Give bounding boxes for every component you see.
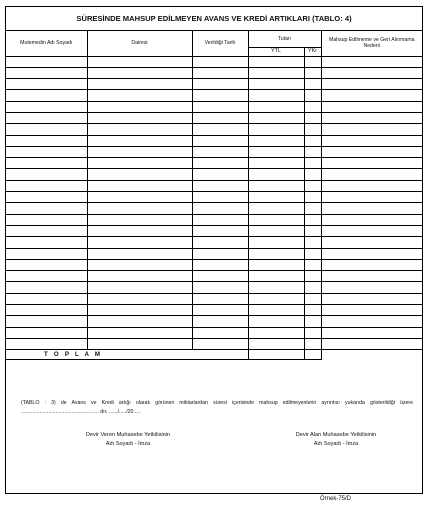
- table-cell[interactable]: [321, 214, 422, 225]
- table-row: [6, 56, 422, 67]
- table-cell[interactable]: [321, 327, 422, 338]
- table-cell[interactable]: [321, 248, 422, 259]
- table-cell[interactable]: [6, 124, 87, 135]
- table-cell[interactable]: [192, 259, 248, 270]
- table-cell[interactable]: [321, 259, 422, 270]
- table-cell[interactable]: [87, 293, 192, 304]
- table-cell[interactable]: [192, 90, 248, 101]
- table-cell[interactable]: [248, 112, 304, 123]
- table-cell[interactable]: [6, 316, 87, 327]
- table-cell[interactable]: [248, 271, 304, 282]
- table-cell[interactable]: [87, 248, 192, 259]
- table-row: [6, 338, 422, 349]
- table-cell[interactable]: [87, 169, 192, 180]
- table-cell[interactable]: [304, 327, 321, 338]
- table-cell[interactable]: [304, 259, 321, 270]
- table-row: [6, 79, 422, 90]
- table-cell[interactable]: [6, 282, 87, 293]
- table-row: [6, 316, 422, 327]
- table-cell[interactable]: [87, 203, 192, 214]
- table-cell[interactable]: [6, 248, 87, 259]
- explanation-text: (TABLO : 3) de Avans ve Kredi artığı olarak görünen miktarlardan süresi içerisinde mahsup edilmeyenlerin ayrıntısı yukarıda gösterildiği üzere ...................................................... dır. ....../...../20.....: [21, 400, 413, 415]
- header-neden: Mahsup Edilmeme ve Geri Alınmama Nedeni: [321, 31, 422, 56]
- table-cell[interactable]: [87, 225, 192, 236]
- table-cell[interactable]: [304, 316, 321, 327]
- table-body: [6, 56, 422, 350]
- table-cell[interactable]: [6, 112, 87, 123]
- table-cell[interactable]: [321, 271, 422, 282]
- table-cell[interactable]: [192, 101, 248, 112]
- table-cell[interactable]: [6, 79, 87, 90]
- table-cell[interactable]: [87, 282, 192, 293]
- table-cell[interactable]: [321, 338, 422, 349]
- table-cell[interactable]: [6, 237, 87, 248]
- table-row: [6, 225, 422, 236]
- table-cell[interactable]: [304, 79, 321, 90]
- table-cell[interactable]: [6, 225, 87, 236]
- table-cell[interactable]: [192, 248, 248, 259]
- table-cell[interactable]: [304, 90, 321, 101]
- table-cell[interactable]: [321, 293, 422, 304]
- table-cell[interactable]: [6, 293, 87, 304]
- table-row: [6, 237, 422, 248]
- table-cell[interactable]: [248, 225, 304, 236]
- table-cell[interactable]: [321, 90, 422, 101]
- table-cell[interactable]: [304, 169, 321, 180]
- table-cell[interactable]: [6, 169, 87, 180]
- header-ytl: YTL: [248, 47, 304, 56]
- table-row: [6, 327, 422, 338]
- table-cell[interactable]: [192, 56, 248, 67]
- table-cell[interactable]: [321, 282, 422, 293]
- table-cell[interactable]: [304, 293, 321, 304]
- table-cell[interactable]: [248, 259, 304, 270]
- header-verildigi-tarih: Verildiği Tarih: [192, 31, 248, 56]
- table-cell[interactable]: [192, 112, 248, 123]
- table-row: [6, 259, 422, 270]
- table-cell[interactable]: [192, 124, 248, 135]
- table-row: [6, 112, 422, 123]
- table-cell[interactable]: [87, 90, 192, 101]
- table-cell[interactable]: [321, 67, 422, 78]
- table-cell[interactable]: [304, 192, 321, 203]
- table-cell[interactable]: [87, 237, 192, 248]
- table-cell[interactable]: [321, 169, 422, 180]
- table-cell[interactable]: [6, 214, 87, 225]
- table-cell[interactable]: [248, 90, 304, 101]
- table-cell[interactable]: [248, 79, 304, 90]
- table-cell[interactable]: [304, 225, 321, 236]
- table-cell[interactable]: [321, 203, 422, 214]
- table-cell[interactable]: [321, 56, 422, 67]
- total-ytl-cell[interactable]: [248, 350, 304, 360]
- table-cell[interactable]: [248, 135, 304, 146]
- table-cell[interactable]: [87, 180, 192, 191]
- table-cell[interactable]: [192, 135, 248, 146]
- table-row: [6, 158, 422, 169]
- table-row: [6, 214, 422, 225]
- table-cell[interactable]: [192, 203, 248, 214]
- table-cell[interactable]: [304, 203, 321, 214]
- total-label: T O P L A M: [6, 350, 248, 360]
- table-cell[interactable]: [248, 237, 304, 248]
- table-row: [6, 124, 422, 135]
- table-cell[interactable]: [248, 214, 304, 225]
- table-cell[interactable]: [321, 237, 422, 248]
- advance-credit-table: [6, 31, 422, 360]
- table-cell[interactable]: [192, 316, 248, 327]
- table-cell[interactable]: [248, 282, 304, 293]
- table-row: [6, 67, 422, 78]
- table-cell[interactable]: [304, 338, 321, 349]
- table-cell[interactable]: [321, 192, 422, 203]
- table-cell[interactable]: [192, 192, 248, 203]
- table-cell[interactable]: [304, 305, 321, 316]
- table-cell[interactable]: [192, 338, 248, 349]
- table-cell[interactable]: [304, 135, 321, 146]
- table-cell[interactable]: [6, 327, 87, 338]
- table-row: [6, 90, 422, 101]
- table-cell[interactable]: [6, 271, 87, 282]
- table-cell[interactable]: [6, 338, 87, 349]
- table-cell[interactable]: [248, 158, 304, 169]
- table-cell[interactable]: [248, 327, 304, 338]
- table-cell[interactable]: [6, 101, 87, 112]
- table-cell[interactable]: [87, 79, 192, 90]
- table-cell[interactable]: [192, 271, 248, 282]
- right-signature: [256, 431, 416, 449]
- table-cell[interactable]: [192, 67, 248, 78]
- header-ykr: YKr: [304, 47, 321, 56]
- table-cell[interactable]: [6, 203, 87, 214]
- table-cell[interactable]: [321, 79, 422, 90]
- table-cell[interactable]: [192, 225, 248, 236]
- header-tutari: Tutarı: [248, 31, 321, 47]
- table-row: [6, 271, 422, 282]
- table-cell[interactable]: [321, 101, 422, 112]
- table-cell[interactable]: [6, 67, 87, 78]
- table-cell[interactable]: [6, 135, 87, 146]
- table-cell[interactable]: [87, 56, 192, 67]
- table-cell[interactable]: [248, 203, 304, 214]
- table-cell[interactable]: [321, 225, 422, 236]
- table-cell[interactable]: [304, 101, 321, 112]
- table-cell[interactable]: [192, 293, 248, 304]
- table-cell[interactable]: [6, 192, 87, 203]
- table-cell[interactable]: [248, 124, 304, 135]
- table-cell[interactable]: [248, 56, 304, 67]
- table-cell[interactable]: [304, 56, 321, 67]
- header-mutemedin: Mutemedin Adı Soyadı: [6, 31, 87, 56]
- table-cell[interactable]: [87, 259, 192, 270]
- header-dairesi: Dairesi: [87, 31, 192, 56]
- table-cell[interactable]: [87, 67, 192, 78]
- table-cell[interactable]: [192, 158, 248, 169]
- table-row: [6, 146, 422, 157]
- table-cell[interactable]: [192, 282, 248, 293]
- form-number: Örnek-75/D: [320, 496, 352, 502]
- table-cell[interactable]: [248, 305, 304, 316]
- table-row: [6, 192, 422, 203]
- table-cell[interactable]: [192, 237, 248, 248]
- left-signature: [48, 431, 208, 449]
- table-cell[interactable]: [248, 338, 304, 349]
- table-cell[interactable]: [304, 146, 321, 157]
- table-cell[interactable]: [6, 259, 87, 270]
- table-cell[interactable]: [248, 101, 304, 112]
- table-cell[interactable]: [321, 135, 422, 146]
- table-row: [6, 135, 422, 146]
- table-cell[interactable]: [321, 158, 422, 169]
- table-cell[interactable]: [87, 305, 192, 316]
- table-cell[interactable]: [87, 338, 192, 349]
- table-cell[interactable]: [192, 327, 248, 338]
- table-cell[interactable]: [304, 248, 321, 259]
- table-row: [6, 203, 422, 214]
- table-cell[interactable]: [6, 146, 87, 157]
- table-row: [6, 305, 422, 316]
- table-cell[interactable]: [87, 158, 192, 169]
- table-cell[interactable]: [248, 67, 304, 78]
- table-cell[interactable]: [304, 180, 321, 191]
- table-cell[interactable]: [248, 192, 304, 203]
- table-cell[interactable]: [248, 316, 304, 327]
- table-cell[interactable]: [87, 316, 192, 327]
- table-cell[interactable]: [304, 271, 321, 282]
- table-cell[interactable]: [192, 180, 248, 191]
- table-cell[interactable]: [192, 305, 248, 316]
- table-cell[interactable]: [321, 180, 422, 191]
- table-cell[interactable]: [87, 135, 192, 146]
- right-signature-name: Adı Soyadı - İmza: [313, 441, 359, 447]
- table-row: [6, 169, 422, 180]
- table-cell[interactable]: [321, 316, 422, 327]
- table-cell[interactable]: [192, 79, 248, 90]
- table-cell[interactable]: [248, 248, 304, 259]
- table-cell[interactable]: [6, 56, 87, 67]
- table-cell[interactable]: [87, 124, 192, 135]
- total-blank-cell: [321, 350, 422, 360]
- table-cell[interactable]: [248, 169, 304, 180]
- table-cell[interactable]: [248, 180, 304, 191]
- table-row: [6, 180, 422, 191]
- table-cell[interactable]: [304, 124, 321, 135]
- table-row: [6, 293, 422, 304]
- form-title: SÜRESİNDE MAHSUP EDİLMEYEN AVANS VE KREDİ ARTIKLARI (TABLO: 4): [6, 7, 422, 31]
- table-cell[interactable]: [248, 146, 304, 157]
- table-cell[interactable]: [87, 327, 192, 338]
- table-row: [6, 248, 422, 259]
- table-cell[interactable]: [87, 214, 192, 225]
- table-cell[interactable]: [304, 67, 321, 78]
- table-cell[interactable]: [321, 305, 422, 316]
- table-cell[interactable]: [321, 146, 422, 157]
- table-row: [6, 282, 422, 293]
- table-cell[interactable]: [192, 169, 248, 180]
- table-cell[interactable]: [304, 282, 321, 293]
- table-cell[interactable]: [87, 271, 192, 282]
- table-cell[interactable]: [6, 90, 87, 101]
- total-ykr-cell[interactable]: [304, 350, 321, 360]
- left-signature-name: Adı Soyadı - İmza: [105, 441, 151, 447]
- table-cell[interactable]: [87, 101, 192, 112]
- right-signature-title: Devir Alan Muhasebe Yetkilisinin: [295, 432, 377, 438]
- table-cell[interactable]: [248, 293, 304, 304]
- table-cell[interactable]: [6, 180, 87, 191]
- table-cell[interactable]: [6, 158, 87, 169]
- table-cell[interactable]: [304, 214, 321, 225]
- table-cell[interactable]: [6, 305, 87, 316]
- table-cell[interactable]: [192, 146, 248, 157]
- table-cell[interactable]: [87, 192, 192, 203]
- table-row: [6, 101, 422, 112]
- table-cell[interactable]: [321, 124, 422, 135]
- form-frame: [5, 6, 423, 494]
- table-cell[interactable]: [87, 146, 192, 157]
- table-cell[interactable]: [87, 112, 192, 123]
- table-cell[interactable]: [304, 112, 321, 123]
- table-cell[interactable]: [192, 214, 248, 225]
- left-signature-title: Devir Veren Muhasebe Yetkilisinin: [85, 432, 171, 438]
- table-cell[interactable]: [304, 237, 321, 248]
- table-cell[interactable]: [321, 112, 422, 123]
- table-cell[interactable]: [304, 158, 321, 169]
